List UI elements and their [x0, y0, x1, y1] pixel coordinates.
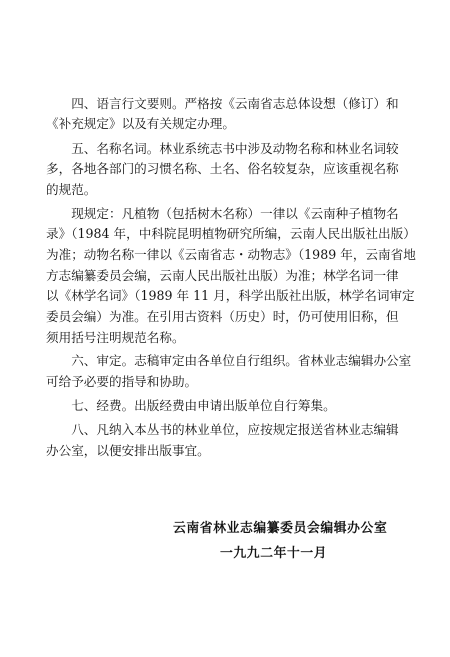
text-line: 五、名称名词。林业系统志书中涉及动物名称和林业名词较: [46, 141, 399, 156]
text-line: 须用括号注明规范名称。: [46, 330, 185, 345]
text-line: 委员会编）为准。在引用古资料（历史）时，仍可使用旧称，但: [46, 309, 399, 324]
signature-date: 一九九二年十一月: [220, 546, 328, 561]
text-line: 录》（1984 年，中科院昆明植物研究所编，云南人民出版社出版）: [46, 226, 416, 241]
text-line: 六、审定。志稿审定由各单位自行组织。省林业志编辑办公室: [46, 353, 412, 368]
text-line: 为准；动物名称一律以《云南省志・动物志》（1989 年，云南省地: [46, 247, 416, 262]
text-line: 的规范。: [46, 182, 97, 197]
text-line: 可给予必要的指导和协助。: [46, 374, 198, 389]
text-line: 方志编纂委员会编，云南人民出版社出版）为准；林学名词一律: [46, 268, 399, 283]
text-line: 现规定：凡植物（包括树木名称）一律以《云南种子植物名: [46, 206, 399, 221]
text-line: 多，各地各部门的习惯名称、土名、俗名较复杂，应该重视名称: [46, 161, 399, 176]
text-line: 《补充规定》以及有关规定办理。: [46, 116, 235, 131]
text-line: 办公室，以便安排出版事宜。: [46, 443, 210, 458]
text-line: 七、经费。出版经费由申请出版单位自行筹集。: [46, 398, 336, 413]
text-line: 以《林学名词》（1989 年 11 月，科学出版社出版，林学名词审定: [46, 288, 415, 303]
text-line: 八、凡纳入本丛书的林业单位，应按规定报送省林业志编辑: [46, 422, 399, 437]
text-line: 四、语言行文要则。严格按《云南省志总体设想（修订）和: [46, 96, 399, 111]
signature-organization: 云南省林业志编纂委员会编辑办公室: [173, 521, 388, 536]
